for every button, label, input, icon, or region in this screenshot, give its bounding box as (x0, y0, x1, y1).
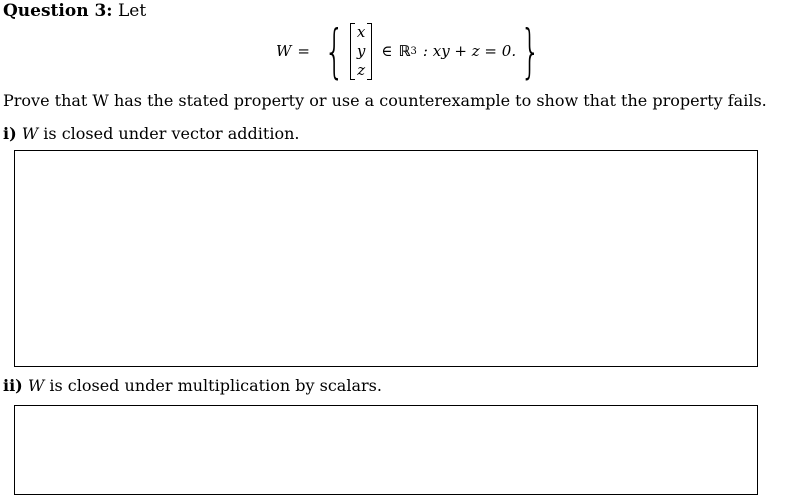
vector-entry-z: z (357, 60, 366, 79)
space-exponent: 3 (410, 45, 417, 57)
real-space-symbol: ℝ (398, 42, 411, 60)
set-condition: : xy + z = 0. (422, 42, 517, 60)
vector-entries (355, 23, 367, 80)
question-number: Question 3: (3, 1, 113, 21)
part-ii-label (3, 376, 382, 396)
part-i-text: is closed under vector addition. (43, 124, 300, 143)
right-brace: } (520, 17, 541, 85)
set-name: W (276, 42, 292, 60)
answer-box-part-ii[interactable] (14, 405, 758, 495)
question-header (3, 1, 146, 21)
vector-entry-x: x (356, 22, 366, 41)
part-i-label (3, 124, 299, 144)
part-ii-number: ii) (3, 376, 23, 395)
element-of-symbol: ∈ (381, 42, 393, 60)
equals-sign: = (297, 42, 310, 60)
left-brace: { (324, 17, 345, 85)
part-i-subject: W (21, 124, 39, 143)
set-definition (276, 18, 549, 84)
column-vector (350, 23, 372, 80)
vector-right-bracket (367, 23, 372, 80)
part-ii-text: is closed under multiplication by scalars. (49, 376, 382, 395)
part-ii-subject: W (27, 376, 45, 395)
question-intro: Let (118, 1, 147, 21)
answer-box-part-i[interactable] (14, 150, 758, 367)
part-i-number: i) (3, 124, 17, 143)
vector-entry-y: y (356, 41, 366, 60)
instructions: Prove that W has the stated property or use a counterexample to show that the property fails. (3, 91, 767, 110)
